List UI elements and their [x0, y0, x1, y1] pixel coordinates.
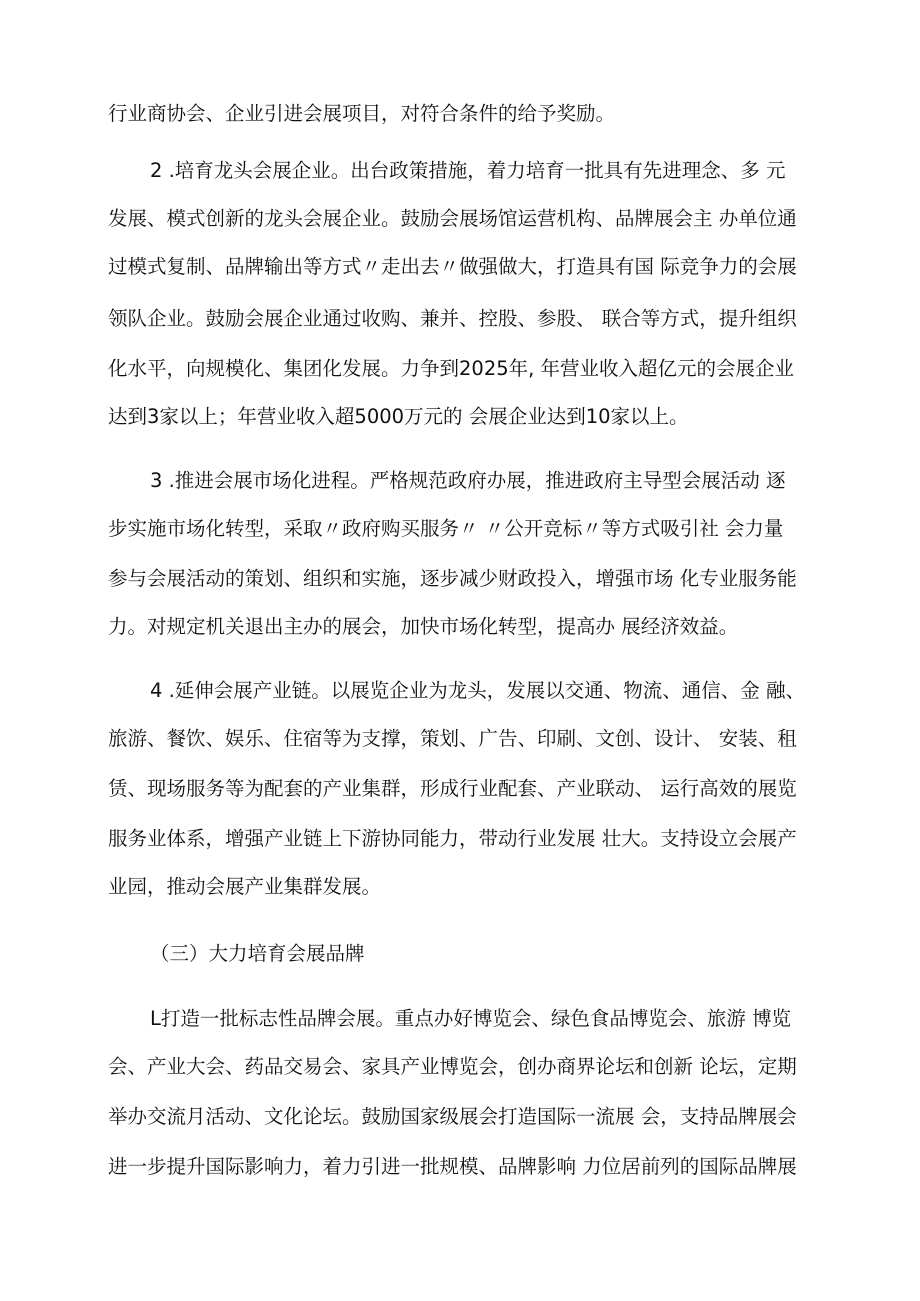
text-line: 领队企业。鼓励会展企业通过收购、兼并、控股、参股、 联合等方式，提升组织: [108, 307, 797, 330]
text-line: 达到3家以上；年营业收入超5000万元的 会展企业达到10家以上。: [108, 405, 689, 428]
text-line: 力。对规定机关退出主办的展会，加快市场化转型，提高办 展经济效益。: [108, 615, 739, 638]
text-line: 化水平，向规模化、集团化发展。力争到2025年, 年营业收入超亿元的会展企业: [108, 357, 795, 380]
text-line: 赁、现场服务等为配套的产业集群，形成行业配套、产业联动、 运行高效的展览: [108, 777, 797, 800]
text-line: 2 .培育龙头会展企业。出台政策措施，着力培育一批具有先进理念、多 元: [150, 159, 786, 182]
text-line: 3 .推进会展市场化进程。严格规范政府办展，推进政府主导型会展活动 逐: [150, 469, 786, 492]
text-line: 业园，推动会展产业集群发展。: [108, 875, 382, 898]
text-line: 发展、模式创新的龙头会展企业。鼓励会展场馆运营机构、品牌展会主 办单位通: [108, 207, 797, 230]
text-line: 服务业体系，增强产业链上下游协同能力，带动行业发展 壮大。支持设立会展产: [108, 827, 797, 850]
text-line: 进一步提升国际影响力，着力引进一批规模、品牌影响 力位居前列的国际品牌展: [108, 1155, 797, 1178]
text-line: 会、产业大会、药品交易会、家具产业博览会，创办商界论坛和创新 论坛，定期: [108, 1055, 797, 1078]
text-line: 参与会展活动的策划、组织和实施，逐步减少财政投入，增强市场 化专业服务能: [108, 567, 797, 590]
text-line: 旅游、餐饮、娱乐、住宿等为支撑，策划、广告、印刷、文创、设计、 安装、租: [108, 727, 797, 750]
text-line: 行业商协会、企业引进会展项目，对符合条件的给予奖励。: [108, 102, 616, 125]
text-line: 过模式复制、品牌输出等方式〃走出去〃做强做大，打造具有国 际竞争力的会展: [108, 255, 797, 278]
section-heading: （三）大力培育会展品牌: [150, 942, 365, 965]
text-line: L打造一批标志性品牌会展。重点办好博览会、绿色食品博览会、旅游 博览: [150, 1007, 792, 1030]
text-line: 举办交流月活动、文化论坛。鼓励国家级展会打造国际一流展 会，支持品牌展会: [108, 1105, 797, 1128]
text-line: 4 .延伸会展产业链。以展览企业为龙头，发展以交通、物流、通信、金 融、: [150, 679, 806, 702]
text-line: 步实施市场化转型，采取〃政府购买服务〃 〃公开竞标〃等方式吸引社 会力量: [108, 517, 784, 540]
